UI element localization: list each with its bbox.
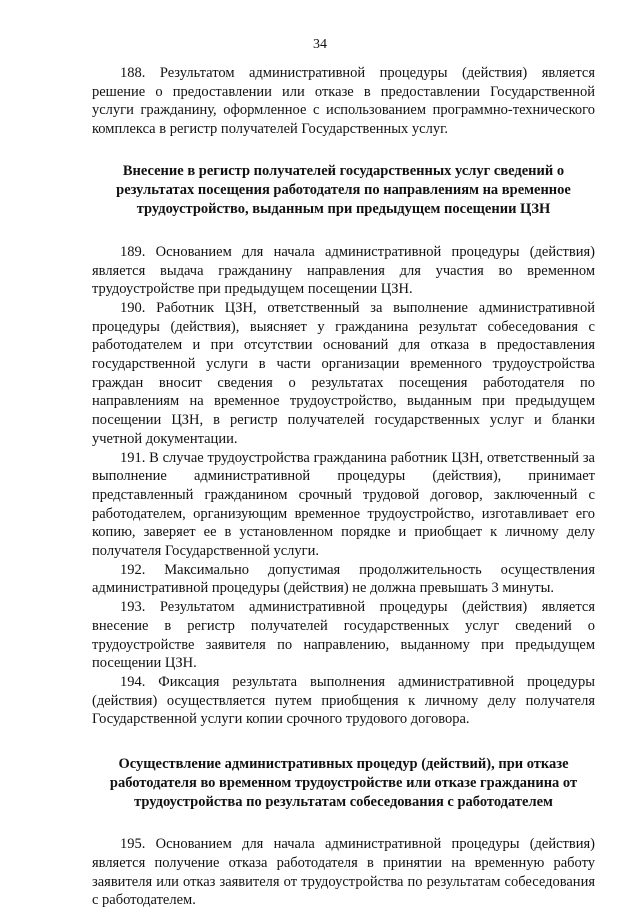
paragraph-188: 188. Результатом административной процедуры (действия) является решение о предоставлении или отказе в предоставлении Государственной услуги гражданину, оформленное с использованием программно-технического комплекса в регистр получателей Государственных услуг. xyxy=(92,65,595,138)
section-heading-registry-entry: Внесение в регистр получателей государственных услуг сведений о результатах посещения работодателя по направлениям на временное трудоустройство, выданным при предыдущем посещении ЦЗН xyxy=(116,162,571,217)
paragraph-195: 195. Основанием для начала административной процедуры (действия) является получение отказа работодателя в принятии на временную работу заявителя или отказ заявителя от трудоустройства по результатам собеседования с работодателем. xyxy=(92,836,595,909)
paragraph-191: 191. В случае трудоустройства гражданина работник ЦЗН, ответственный за выполнение административной процедуры (действия), принимает представленный гражданином срочный трудовой договор, заключенный с работодателем, организующим временное трудоустройство, изготавливает его копию, заверяет ее в установленном порядке и приобщает к личному делу получателя Государственной услуги. xyxy=(92,449,595,560)
paragraph-192: 192. Максимально допустимая продолжительность осуществления административной процедуры (действия) не должна превышать 3 минуты. xyxy=(92,561,595,597)
page-number: 34 xyxy=(313,37,327,52)
paragraph-193: 193. Результатом административной процедуры (действия) является внесение в регистр получателей государственных услуг сведений о трудоустройстве заявителя по направлению, выданному при предыдущем посещении ЦЗН. xyxy=(92,599,595,672)
paragraph-190: 190. Работник ЦЗН, ответственный за выполнение административной процедуры (действия), выясняет у гражданина результат собеседования с работодателем и при отсутствии оснований для отказа в предоставления государственной услуги в части организации временного трудоустройства граждан вносит сведения о результатах посещения работодателя по направлениям на временное трудоустройство, выданным при предыдущем посещении ЦЗН, в регистр получателей государственных услуг и бланки учетной документации. xyxy=(92,299,595,447)
paragraph-189: 189. Основанием для начала административной процедуры (действия) является выдача гражданину направления для участия во временном трудоустройстве при предыдущем посещении ЦЗН. xyxy=(92,243,595,298)
paragraph-194: 194. Фиксация результата выполнения административной процедуры (действия) осуществляется путем приобщения к личному делу получателя Государственной услуги копии срочного трудового договора. xyxy=(92,673,595,728)
section-heading-refusal-procedures: Осуществление административных процедур (действий), при отказе работодателя во временном трудоустройстве или отказе гражданина от трудоустройства по результатам собеседования с работодателем xyxy=(109,756,578,811)
document-body xyxy=(92,64,595,910)
